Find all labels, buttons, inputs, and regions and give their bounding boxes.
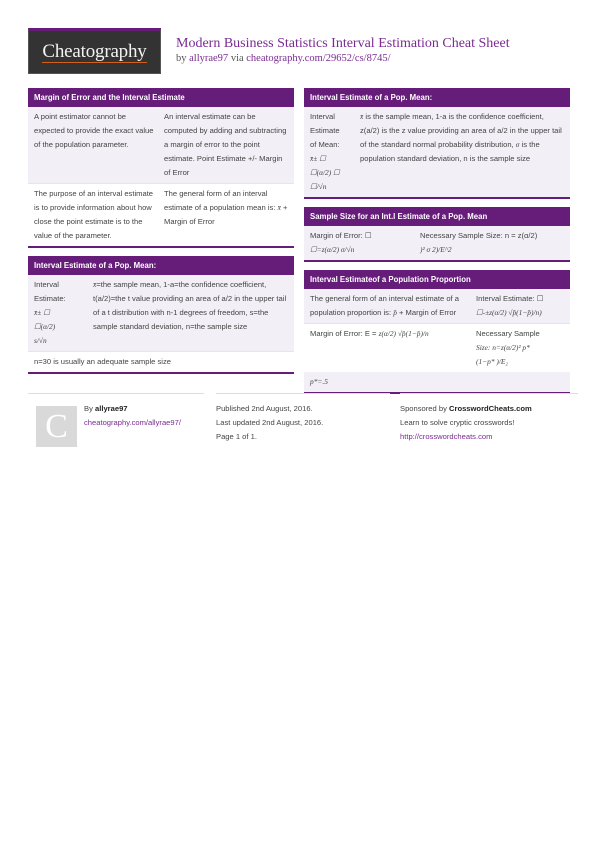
cell: An interval estimate can be computed by adding and subtracting a margin of error to the point estimate. Point Estimate +/- Margin of Error (164, 112, 287, 177)
section-title: Sample Size for an Int.l Estimate of a Pop. Mean (304, 207, 570, 226)
author-link[interactable]: allyrae97 (189, 53, 229, 64)
table-row (28, 351, 294, 372)
section-margin-of-error (28, 88, 294, 248)
sheet-url-link[interactable]: cheatography.com/29652/cs/8745/ (246, 53, 391, 64)
section-title: Interval Estimate of a Pop. Mean: (304, 88, 570, 107)
author-block: C By allyrae97 cheatography.com/allyrae97/ (28, 393, 204, 430)
table-row (304, 323, 570, 372)
page-header (28, 28, 578, 74)
right-column (304, 88, 570, 402)
cell: The purpose of an interval estimate is to provide information about how close the point estimate is to the value of the parameter. (34, 189, 154, 240)
logo-text: Cheatography (42, 40, 147, 62)
page-footer (28, 393, 578, 453)
published-date: Published 2nd August, 2016. (216, 404, 313, 413)
page-title: Modern Business Statistics Interval Estimation Cheat Sheet (176, 36, 510, 51)
x-bar-symbol: x̄ (277, 203, 281, 212)
author-profile-link[interactable]: cheatography.com/allyrae97/ (84, 418, 181, 427)
avatar: C (36, 406, 77, 447)
section-title: Interval Estimateof a Population Proportion (304, 270, 570, 289)
cell: The general form of an interval estimate of a population proportion is: p̄ + Margin of Error (310, 294, 459, 317)
cell-desc: x̄=the sample mean, 1-a=the confidence coefficient, t(a/2)=the t value providing an area of a/2 in the upper tail of a t distribution with n-1 degrees of freedom, s=the sample standard deviation, n=the sample size (93, 280, 287, 331)
title-block (176, 36, 510, 66)
section-title: Interval Estimate of a Pop. Mean: (28, 256, 294, 275)
cell-note: n=30 is usually an adequate sample size (34, 357, 171, 366)
table-row (28, 107, 294, 183)
cell-note: p*=.5 (310, 377, 328, 386)
cell: The general form of an interval estimate of a population mean is: x̄ + Margin of Error (164, 189, 288, 226)
cell: Necessary Sample Size: n = z(α/2) )² σ 2)/E^2 (420, 231, 538, 254)
publish-info (216, 393, 390, 444)
section-proportion (304, 270, 570, 394)
sponsor-block: Sponsored by CrosswordCheats.com Learn to solve cryptic crosswords! http://crosswordcheats.com (400, 393, 578, 444)
cell-label: Interval Estimate of Mean: x̄± ☐ ☐(α/2) ☐ ☐/√n (310, 112, 340, 191)
page-count: Page 1 of 1. (216, 432, 257, 441)
sponsor-link[interactable]: http://crosswordcheats.com (400, 432, 493, 441)
sponsor-name: CrosswordCheats.com (449, 404, 532, 413)
cheatography-logo[interactable] (28, 28, 161, 74)
author-name: allyrae97 (95, 404, 128, 413)
table-row (304, 372, 570, 392)
section-sample-size (304, 207, 570, 262)
table-row (28, 183, 294, 246)
table-row (304, 226, 570, 260)
table-row (28, 275, 294, 351)
table-row (304, 107, 570, 197)
sponsor-tagline: Learn to solve cryptic crosswords! (400, 418, 515, 427)
cell: Margin of Error: ☐ ☐=z(α/2) σ/√n (310, 231, 372, 254)
table-row (304, 289, 570, 323)
section-pop-mean-z (304, 88, 570, 199)
updated-date: Last updated 2nd August, 2016. (216, 418, 324, 427)
section-pop-mean-t (28, 256, 294, 374)
left-column (28, 88, 294, 382)
section-title: Margin of Error and the Interval Estimate (28, 88, 294, 107)
cell: Interval Estimate: ☐ ☐-±z(α/2) √p̄(1−p̄)/n) (476, 294, 544, 317)
cell-desc: x̄ is the sample mean, 1-a is the confidence coefficient, z(a/2) is the z value providing an area of a/2 in the upper tail of the standard normal probability distribution, σ is the population standard deviation, n is the sample size (360, 112, 562, 163)
cell: Margin of Error: E = z(α/2) √p̄(1−p̄)/n (310, 329, 429, 338)
cell-label: Interval Estimate: x̄± ☐ ☐(α/2) s/√n (34, 280, 66, 345)
cell: Necessary Sample Size: n=z(α/2)² p* (1−p* )/E₂ (476, 329, 540, 366)
byline: by allyrae97 via cheatography.com/29652/cs/8745/ (176, 53, 391, 64)
cell: A point estimator cannot be expected to provide the exact value of the population parameter. (34, 112, 154, 149)
